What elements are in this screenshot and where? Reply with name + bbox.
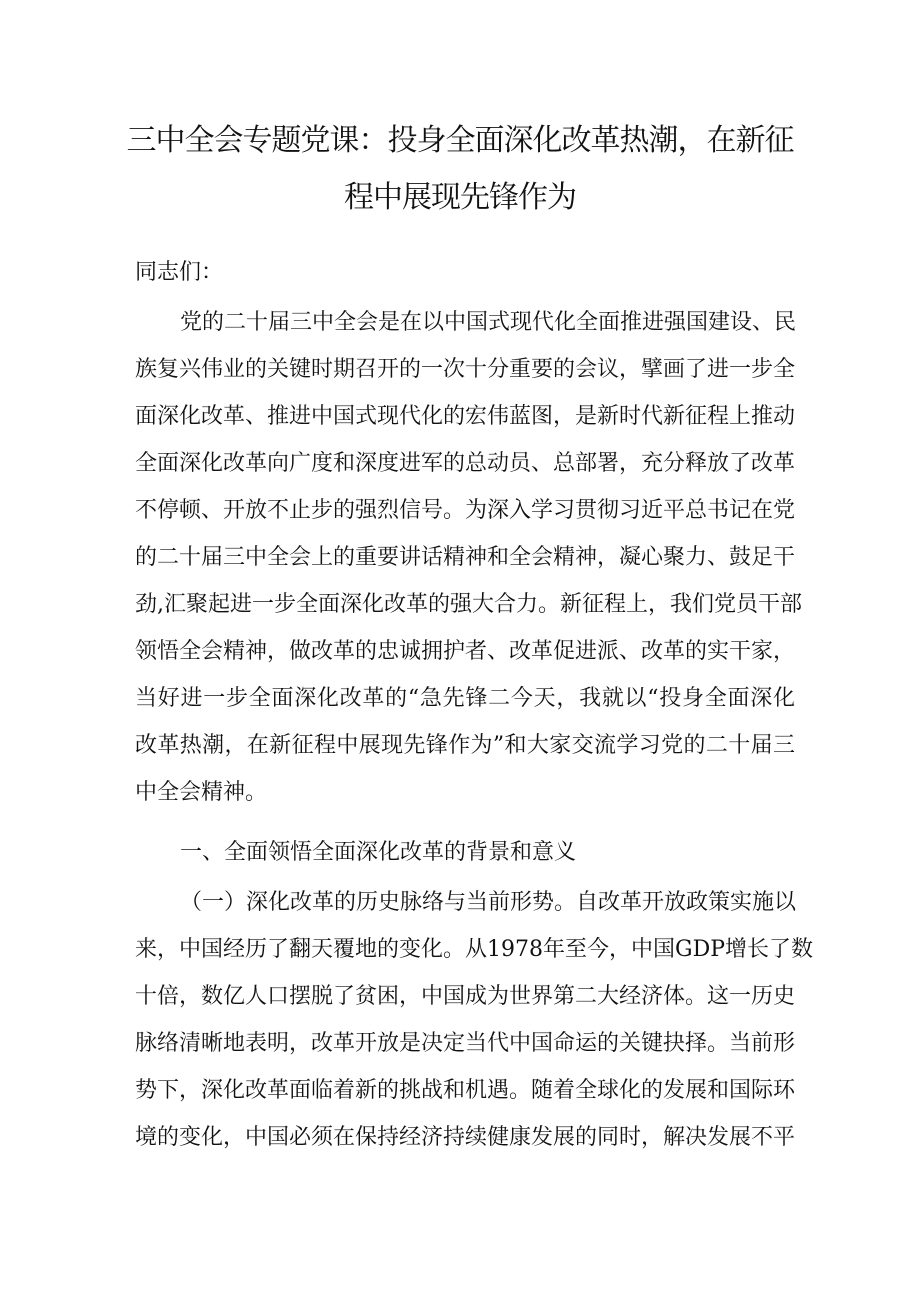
paragraph-1-line: 全面深化改革向广度和深度进军的总动员、总部署，充分释放了改革: [135, 451, 796, 476]
paragraph-2-line: 十倍，数亿人口摆脱了贫困，中国成为世界第二大经济体。这一历史: [135, 984, 796, 1009]
paragraph-1-line: 劲,汇聚起进一步全面深化改革的强大合力。新征程上，我们党员干部: [135, 592, 802, 617]
document-title-line-2: 程中展现先锋作为: [344, 180, 576, 215]
paragraph-1-line: 中全会精神。: [135, 780, 268, 805]
paragraph-1-line: 面深化改革、推进中国式现代化的宏伟蓝图，是新时代新征程上推动: [135, 404, 796, 429]
paragraph-1-line: 族复兴伟业的关键时期召开的一次十分重要的会议，擘画了进一步全: [135, 357, 796, 382]
paragraph-1-line: 不停顿、开放不止步的强烈信号。为深入学习贯彻习近平总书记在党: [135, 498, 796, 523]
paragraph-1-line: 当好进一步全面深化改革的“急先锋二今天，我就以“投身全面深化: [135, 686, 795, 711]
section-heading-1: 一、全面领悟全面深化改革的背景和意义: [180, 840, 577, 865]
paragraph-2-line: 势下，深化改革面临着新的挑战和机遇。随着全球化的发展和国际环: [135, 1078, 796, 1103]
paragraph-1-line: 改革热潮，在新征程中展现先锋作为”和大家交流学习党的二十届三: [135, 733, 795, 758]
paragraph-2-line: 脉络清晰地表明，改革开放是决定当代中国命运的关键抉择。当前形: [135, 1031, 796, 1056]
paragraph-2-line: 来，中国经历了翻天覆地的变化。从1978年至今，中国GDP增长了数: [135, 937, 814, 962]
paragraph-1-line: 党的二十届三中全会是在以中国式现代化全面推进强国建设、民: [180, 310, 797, 335]
paragraph-1-line: 领悟全会精神，做改革的忠诚拥护者、改革促进派、改革的实干家，: [135, 639, 796, 664]
document-title-line-1: 三中全会专题党课：投身全面深化改革热潮，在新征: [126, 123, 794, 158]
salutation: 同志们：: [135, 260, 224, 285]
paragraph-2-line: （一）深化改革的历史脉络与当前形势。自改革开放政策实施以: [180, 890, 797, 915]
paragraph-1-line: 的二十届三中全会上的重要讲话精神和全会精神，凝心聚力、鼓足干: [135, 545, 796, 570]
paragraph-2-line: 境的变化，中国必须在保持经济持续健康发展的同时，解决发展不平: [135, 1125, 796, 1150]
